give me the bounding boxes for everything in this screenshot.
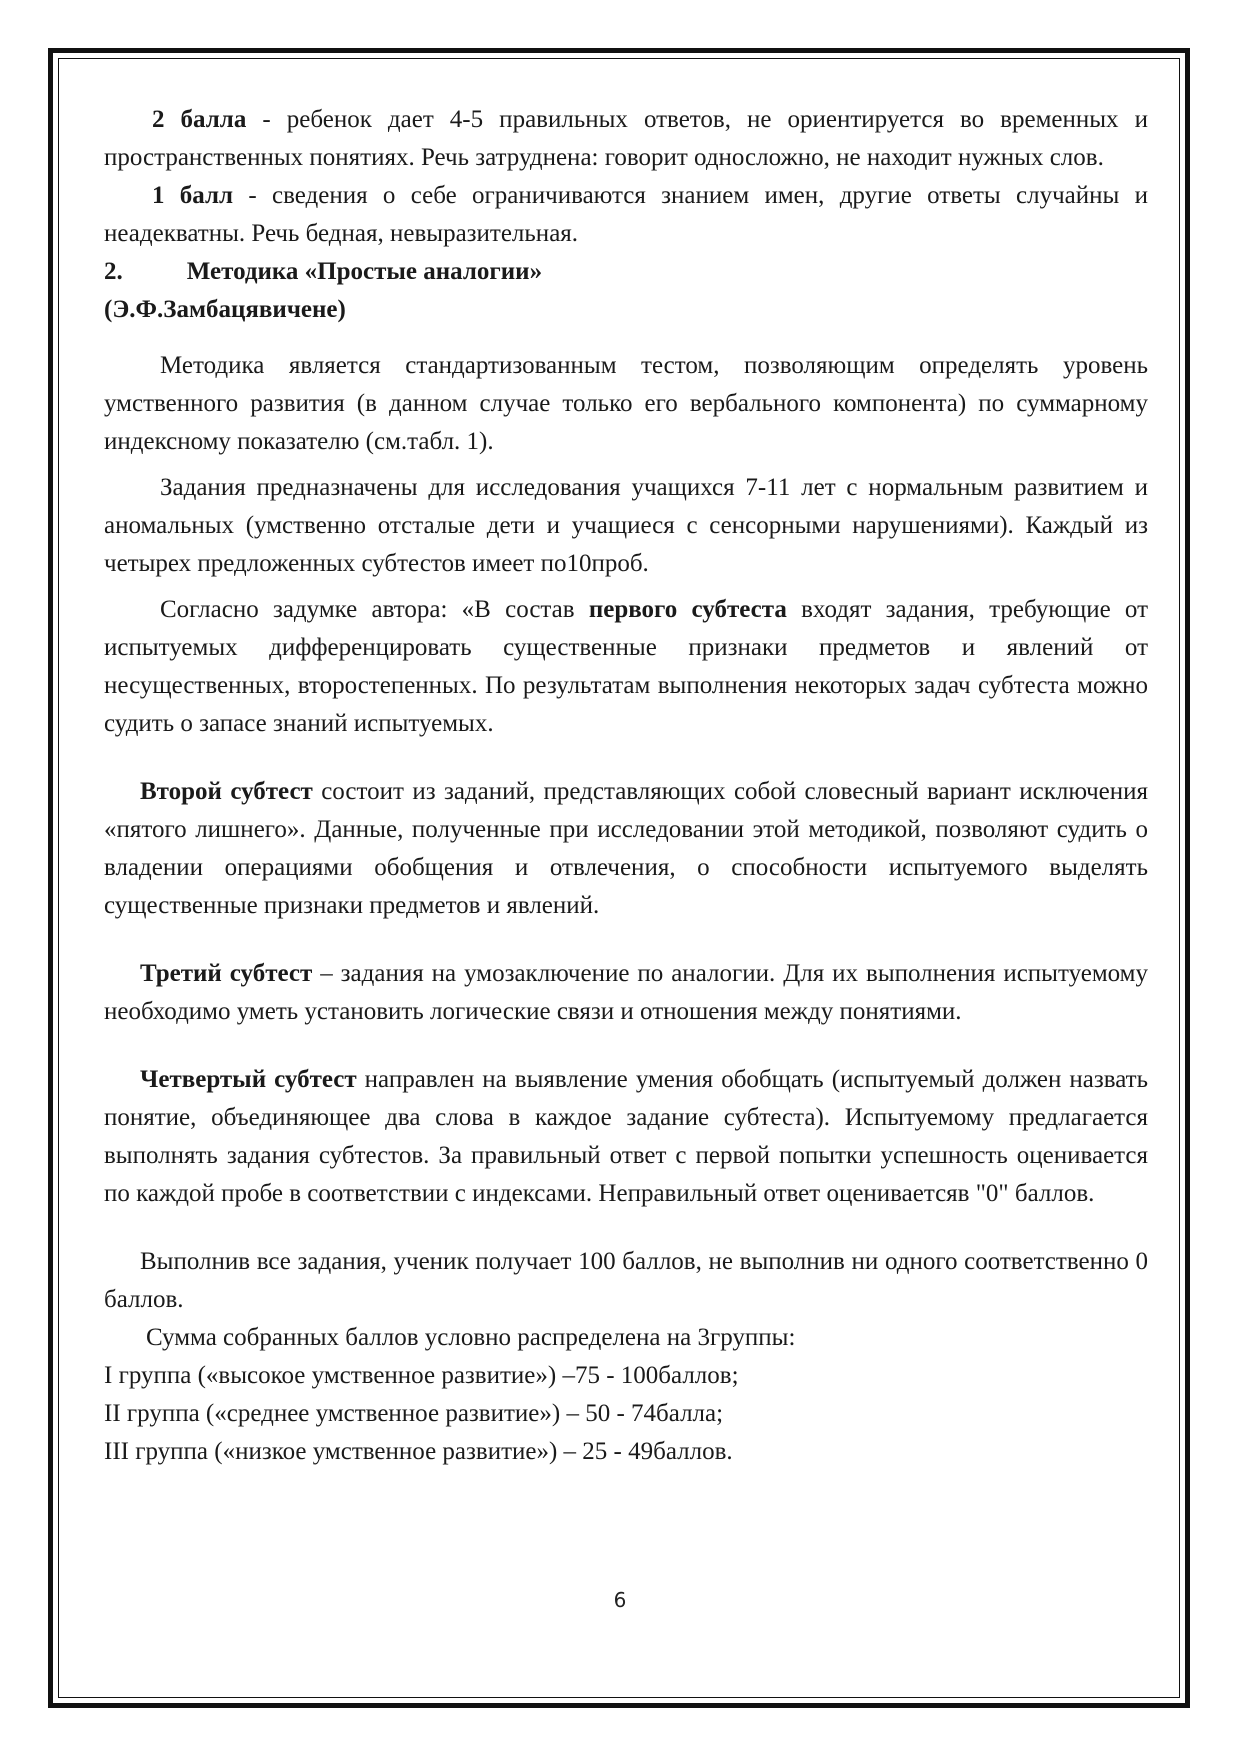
bold-term: 2 балла — [152, 106, 247, 133]
bold-term: 1 балл — [152, 182, 234, 209]
paragraph-fourth-subtest — [104, 1061, 1148, 1213]
page-number: 6 — [613, 1588, 627, 1612]
bold-term: Третий субтест — [140, 960, 313, 987]
group-item-3: III группа («низкое умственное развитие») – 25 - 49баллов. — [104, 1438, 733, 1465]
document-body — [104, 101, 1148, 1471]
paragraph-text: состоит из заданий, представляющих собой словесный вариант исключения «пятого лишнего». Данные, полученные при исследовании этой методикой, позволяют судить о владении операциями обобщения и отвлечения, о способности испытуемого выделять существенные признаки предметов и явлений. — [104, 778, 1148, 919]
bold-term: Второй субтест — [140, 778, 313, 805]
paragraph-2-points — [104, 101, 1148, 177]
paragraph-text: Согласно задумке автора: «В состав — [160, 596, 589, 623]
section-number: 2. — [104, 258, 123, 285]
bold-term: Четвертый субтест — [140, 1066, 357, 1093]
paragraph-tasks: Задания предназначены для исследования учащихся 7-11 лет с нормальным развитием и аномальных (умственно отсталые дети и учащиеся с сенсорными нарушениями). Каждый из четырех предложенных субтестов имеет по10проб. — [104, 474, 1148, 577]
paragraph-method-description: Методика является стандартизованным тестом, позволяющим определять уровень умственного развития (в данном случае только его вербального компонента) по суммарному индексному показателю (см.табл. 1). — [104, 352, 1148, 455]
section-heading — [104, 253, 1148, 291]
paragraph-groups-intro: Сумма собранных баллов условно распределена на 3группы: — [146, 1324, 796, 1351]
group-item-1: I группа («высокое умственное развитие») –75 - 100баллов; — [104, 1362, 739, 1389]
paragraph-text: направлен на выявление умения обобщать (испытуемый должен назвать понятие, объединяющее два слова в каждое задание субтеста). Испытуемому предлагается выполнять задания субтестов. За правильный ответ с первой попытки успешность оценивается по каждой пробе в соответствии с индексами. Неправильный ответ оцениваетсяв "0" баллов. — [104, 1066, 1148, 1207]
paragraph-1-point — [104, 177, 1148, 253]
paragraph-second-subtest — [104, 773, 1148, 925]
group-item-2: II группа («среднее умственное развитие») – 50 - 74балла; — [104, 1400, 724, 1427]
bold-term: первого субтеста — [588, 596, 787, 623]
paragraph-text: – задания на умозаключение по аналогии. Для их выполнения испытуемому необходимо уметь установить логические связи и отношения между понятиями. — [104, 960, 1148, 1025]
paragraph-text: входят задания, требующие от испытуемых дифференцировать существенные признаки предметов и явлений от несущественных, второстепенных. По результатам выполнения некоторых задач субтеста можно судить о запасе знаний испытуемых. — [104, 596, 1149, 737]
paragraph-third-subtest — [104, 955, 1148, 1031]
paragraph-first-subtest — [104, 591, 1148, 743]
paragraph-total-score: Выполнив все задания, ученик получает 100 баллов, не выполнив ни одного соответственно 0 баллов. — [104, 1248, 1148, 1313]
section-author: (Э.Ф.Замбацявичене) — [104, 296, 346, 323]
paragraph-text: - ребенок дает 4-5 правильных ответов, не ориентируется во временных и пространственных понятиях. Речь затруднена: говорит односложно, не находит нужных слов. — [104, 106, 1148, 171]
paragraph-text: - сведения о себе ограничиваются знанием имен, другие ответы случайны и неадекватны. Речь бедная, невыразительная. — [104, 182, 1148, 247]
section-title: Методика «Простые аналогии» — [186, 258, 543, 285]
